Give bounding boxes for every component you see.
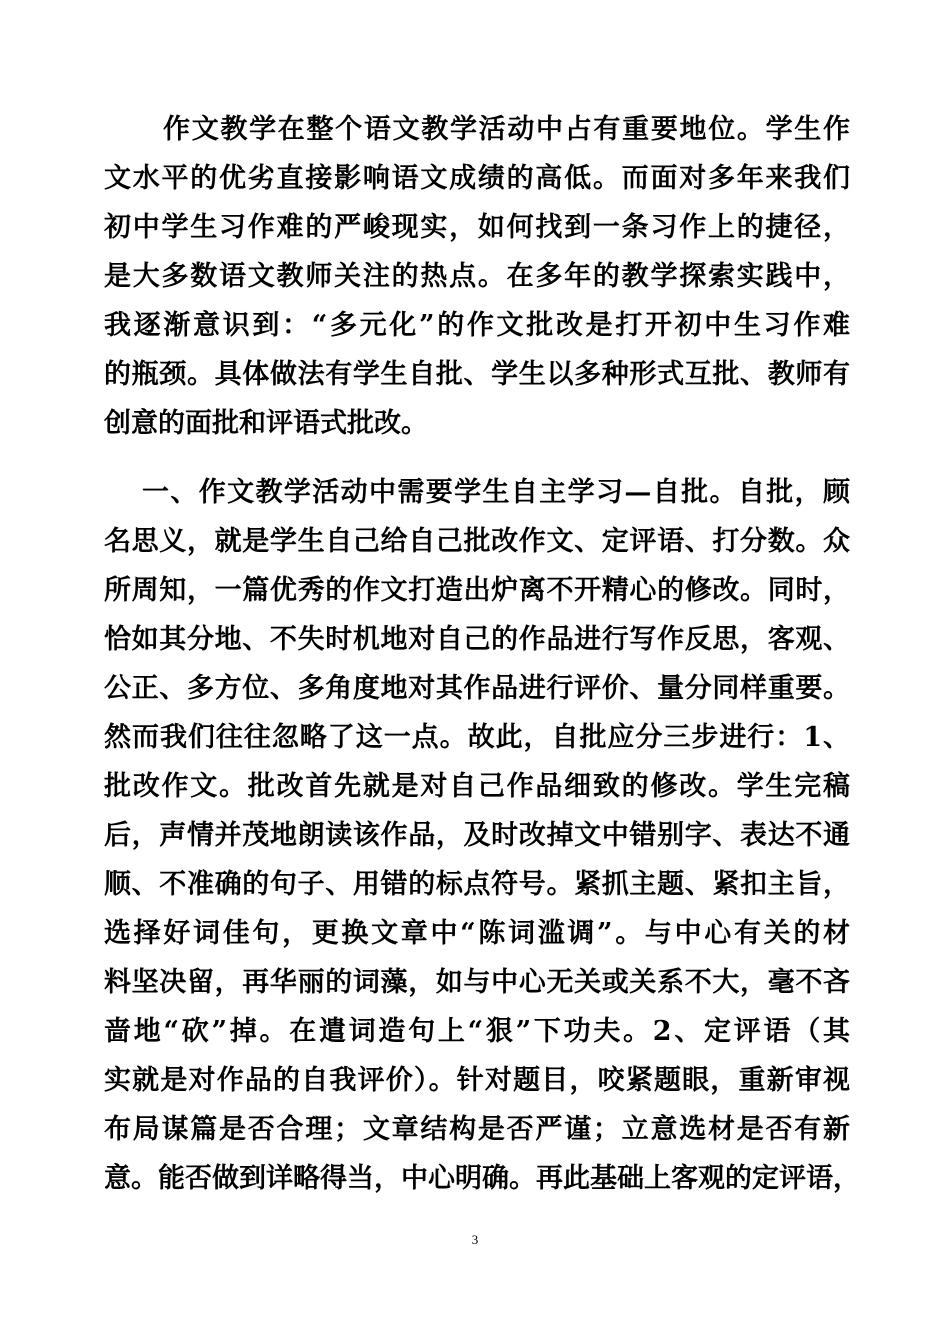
paragraph-2-line-3: 所周知，一篇优秀的作文打造出炉离不开精心的修改。同时， [104,575,850,606]
paragraph-1-line-6: 的瓶颈。具体做法有学生自批、学生以多种形式互批、教师有 [104,359,850,390]
paragraph-2-line-10: 选择好词佳句，更换文章中“陈词滥调”。与中心有关的材 [104,918,850,949]
paragraph-2-line-11: 料坚决留，再华丽的词藻，如与中心无关或关系不大，毫不吝 [104,967,850,998]
paragraph-2-line-1: 一、作文教学活动中需要学生自主学习—自批。自批，顾 [142,477,850,508]
page-number: 3 [471,1232,479,1247]
paragraph-2-line-13: 实就是对作品的自我评价）。针对题目，咬紧题眼，重新审视 [104,1065,850,1096]
paragraph-1-line-4: 是大多数语文教师关注的热点。在多年的教学探索实践中， [104,261,850,292]
paragraph-1-line-3: 初中学生习作难的严峻现实，如何找到一条习作上的捷径， [104,212,850,243]
paragraph-1-line-5: 我逐渐意识到：“多元化”的作文批改是打开初中生习作难 [104,310,850,341]
paragraph-2-line-2: 名思义，就是学生自己给自己批改作文、定评语、打分数。众 [104,526,850,557]
paragraph-2-line-15: 意。能否做到详略得当，中心明确。再此基础上客观的定评语， [104,1163,860,1194]
paragraph-2-line-14: 布局谋篇是否合理；文章结构是否严谨；立意选材是否有新 [104,1114,850,1145]
paragraph-1-line-1: 作文教学在整个语文教学活动中占有重要地位。学生作 [163,114,850,145]
paragraph-1-line-2: 文水平的优劣直接影响语文成绩的高低。而面对多年来我们 [104,163,850,194]
paragraph-2-line-8: 后，声情并茂地朗读该作品，及时改掉文中错别字、表达不通 [104,820,850,851]
paragraph-2-line-9: 顺、不准确的句子、用错的标点符号。紧抓主题、紧扣主旨， [104,869,850,900]
paragraph-2-line-4: 恰如其分地、不失时机地对自己的作品进行写作反思，客观、 [104,624,850,655]
paragraph-2-line-12: 啬地“砍”掉。在遣词造句上“狠”下功夫。2、定评语（其 [104,1016,850,1047]
paragraph-2-line-5: 公正、多方位、多角度地对其作品进行评价、量分同样重要。 [104,673,850,704]
paragraph-2-line-7: 批改作文。批改首先就是对自己作品细致的修改。学生完稿 [104,771,850,802]
paragraph-2-line-6: 然而我们往往忽略了这一点。故此，自批应分三步进行：1、 [104,722,850,753]
paragraph-1-line-7: 创意的面批和评语式批改。 [104,408,428,439]
